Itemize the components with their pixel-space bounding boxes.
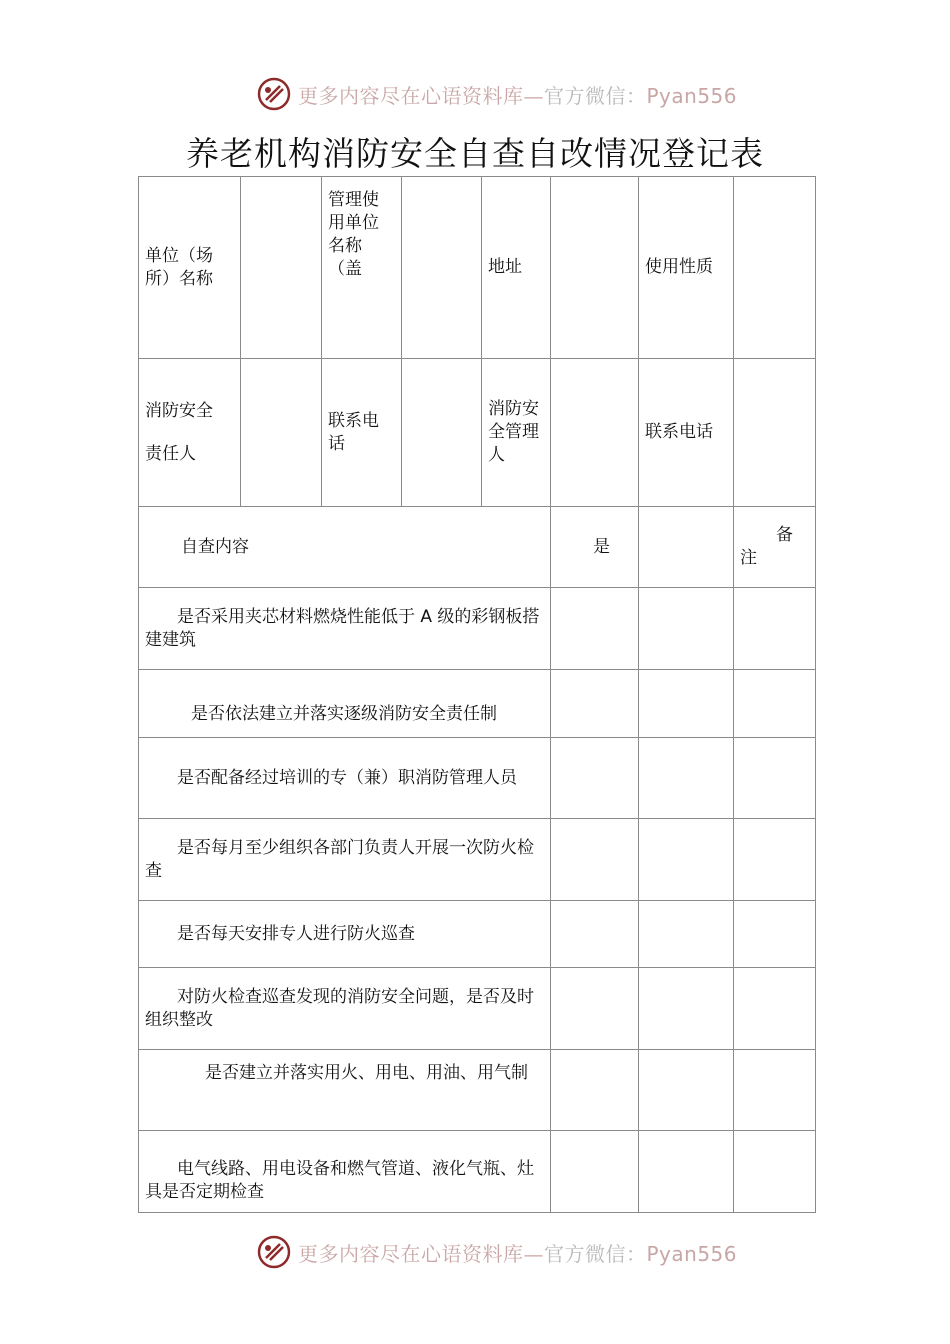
table-row (139, 588, 816, 670)
unit-name-label: 单位（场所）名称 (139, 177, 241, 359)
management-unit-value[interactable] (402, 177, 482, 359)
check-item-text: 电气线路、用电设备和燃气管道、液化气瓶、灶具是否定期检查 (139, 1131, 551, 1213)
phone-value-1[interactable] (402, 359, 482, 507)
check-item-yes-cell[interactable] (551, 1050, 639, 1131)
check-item-remark-cell[interactable] (734, 968, 816, 1050)
page-title: 养老机构消防安全自查自改情况登记表 (186, 134, 764, 173)
fire-manager-value[interactable] (551, 359, 639, 507)
check-item-text: 是否配备经过培训的专（兼）职消防管理人员 (139, 738, 551, 819)
check-item-text: 对防火检查巡查发现的消防安全问题，是否及时组织整改 (139, 968, 551, 1050)
fire-responsible-label (139, 359, 241, 507)
check-content-header: 自查内容 (139, 507, 551, 588)
banner-wechat-label: 官方微信： (544, 1241, 647, 1266)
table-row (139, 738, 816, 819)
table-row (139, 670, 816, 738)
header-row-1 (139, 177, 816, 359)
fire-responsible-value[interactable] (241, 359, 322, 507)
check-yes-header: 是 (551, 507, 639, 588)
check-item-yes-cell[interactable] (551, 670, 639, 738)
remark-line-1: 备 (776, 525, 793, 545)
fire-responsible-label-line1: 消防安全 (145, 400, 213, 421)
check-item-no-cell[interactable] (639, 968, 734, 1050)
banner-main-text: 更多内容尽在心语资料库 (298, 83, 524, 108)
registration-form-table (138, 176, 816, 1213)
usage-label: 使用性质 (639, 177, 734, 359)
seal-logo-icon (256, 76, 292, 112)
check-item-remark-cell[interactable] (734, 1050, 816, 1131)
check-item-text: 是否每天安排专人进行防火巡查 (139, 901, 551, 968)
check-item-yes-cell[interactable] (551, 968, 639, 1050)
banner-wechat-id: Pyan556 (646, 83, 738, 108)
fire-manager-label: 消防安全管理人 (482, 359, 551, 507)
table-row (139, 968, 816, 1050)
table-row (139, 901, 816, 968)
check-item-remark-cell[interactable] (734, 1131, 816, 1213)
check-item-yes-cell[interactable] (551, 1131, 639, 1213)
bottom-watermark-banner (256, 1232, 816, 1272)
banner-text (298, 80, 737, 109)
check-item-remark-cell[interactable] (734, 819, 816, 901)
banner-wechat-label: 官方微信： (544, 83, 647, 108)
check-item-yes-cell[interactable] (551, 901, 639, 968)
check-item-no-cell[interactable] (639, 901, 734, 968)
phone-label-2: 联系电话 (639, 359, 734, 507)
banner-dash: — (523, 83, 544, 108)
check-item-remark-cell[interactable] (734, 670, 816, 738)
banner-dash: — (523, 1241, 544, 1266)
unit-name-value[interactable] (241, 177, 322, 359)
check-item-no-cell[interactable] (639, 588, 734, 670)
check-item-yes-cell[interactable] (551, 819, 639, 901)
header-row-2 (139, 359, 816, 507)
check-item-text: 是否每月至少组织各部门负责人开展一次防火检查 (139, 819, 551, 901)
check-item-remark-cell[interactable] (734, 738, 816, 819)
banner-main-text: 更多内容尽在心语资料库 (298, 1241, 524, 1266)
address-label: 地址 (482, 177, 551, 359)
check-item-no-cell[interactable] (639, 670, 734, 738)
seal-logo-icon (256, 1234, 292, 1270)
check-item-no-cell[interactable] (639, 738, 734, 819)
check-remark-header (734, 507, 816, 588)
table-row (139, 819, 816, 901)
check-item-no-cell[interactable] (639, 1050, 734, 1131)
table-row (139, 1131, 816, 1213)
phone-label-1: 联系电话 (322, 359, 402, 507)
address-value[interactable] (551, 177, 639, 359)
check-item-text: 是否依法建立并落实逐级消防安全责任制 (139, 670, 551, 738)
table-row (139, 1050, 816, 1131)
usage-value[interactable] (734, 177, 816, 359)
banner-wechat-id: Pyan556 (646, 1241, 738, 1266)
check-no-header (639, 507, 734, 588)
banner-text (298, 1238, 737, 1267)
fire-responsible-label-line2: 责任人 (145, 443, 196, 464)
check-item-yes-cell[interactable] (551, 738, 639, 819)
top-watermark-banner (256, 74, 816, 114)
check-item-text: 是否建立并落实用火、用电、用油、用气制 (139, 1050, 551, 1131)
check-item-no-cell[interactable] (639, 1131, 734, 1213)
management-unit-label: 管理使用单位名称（盖 (322, 177, 402, 359)
check-item-no-cell[interactable] (639, 819, 734, 901)
remark-line-2: 注 (740, 548, 757, 568)
check-item-yes-cell[interactable] (551, 588, 639, 670)
check-item-remark-cell[interactable] (734, 588, 816, 670)
check-item-text: 是否采用夹芯材料燃烧性能低于 A 级的彩钢板搭建建筑 (139, 588, 551, 670)
phone-value-2[interactable] (734, 359, 816, 507)
check-header-row (139, 507, 816, 588)
check-item-remark-cell[interactable] (734, 901, 816, 968)
